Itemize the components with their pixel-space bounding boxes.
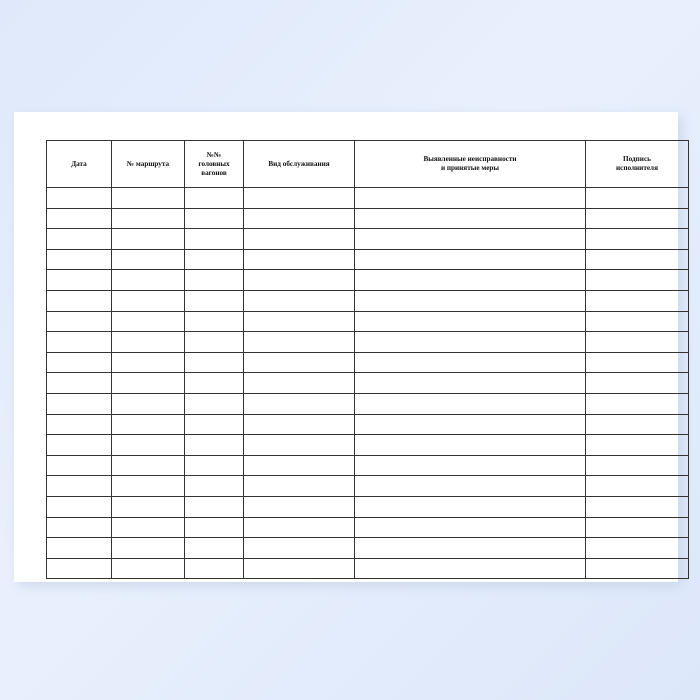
- cell-date[interactable]: [47, 496, 112, 517]
- cell-service[interactable]: [244, 517, 355, 538]
- cell-route[interactable]: [112, 208, 185, 229]
- table-row[interactable]: [47, 249, 689, 270]
- cell-sign[interactable]: [586, 414, 689, 435]
- cell-service[interactable]: [244, 208, 355, 229]
- cell-cars[interactable]: [185, 558, 244, 579]
- journal-table: [46, 140, 689, 579]
- cell-faults[interactable]: [355, 558, 586, 579]
- table-row[interactable]: [47, 229, 689, 250]
- cell-date[interactable]: [47, 455, 112, 476]
- cell-faults[interactable]: [355, 435, 586, 456]
- column-header-faults-line-2: и принятые меры: [440, 164, 500, 172]
- cell-faults[interactable]: [355, 476, 586, 497]
- cell-route[interactable]: [112, 311, 185, 332]
- cell-faults[interactable]: [355, 290, 586, 311]
- cell-cars[interactable]: [185, 270, 244, 291]
- document-page: [14, 112, 678, 582]
- cell-service[interactable]: [244, 188, 355, 209]
- cell-faults[interactable]: [355, 249, 586, 270]
- cell-route[interactable]: [112, 435, 185, 456]
- cell-cars[interactable]: [185, 208, 244, 229]
- cell-date[interactable]: [47, 290, 112, 311]
- cell-service[interactable]: [244, 332, 355, 353]
- cell-sign[interactable]: [586, 538, 689, 559]
- cell-date[interactable]: [47, 332, 112, 353]
- column-header-route-line-1: № маршрута: [126, 159, 170, 168]
- cell-cars[interactable]: [185, 188, 244, 209]
- cell-service[interactable]: [244, 373, 355, 394]
- column-header-date-line-1: Дата: [71, 159, 87, 168]
- cell-service[interactable]: [244, 249, 355, 270]
- cell-sign[interactable]: [586, 393, 689, 414]
- cell-cars[interactable]: [185, 311, 244, 332]
- cell-date[interactable]: [47, 558, 112, 579]
- table-row[interactable]: [47, 538, 689, 559]
- cell-service[interactable]: [244, 393, 355, 414]
- cell-faults[interactable]: [355, 455, 586, 476]
- cell-route[interactable]: [112, 249, 185, 270]
- cell-cars[interactable]: [185, 414, 244, 435]
- cell-cars[interactable]: [185, 249, 244, 270]
- table-row[interactable]: [47, 373, 689, 394]
- table-row[interactable]: [47, 311, 689, 332]
- cell-route[interactable]: [112, 393, 185, 414]
- cell-date[interactable]: [47, 373, 112, 394]
- cell-faults[interactable]: [355, 538, 586, 559]
- column-header-signature: [586, 141, 689, 188]
- column-header-faults-line-1: Выявленные неисправности: [423, 155, 517, 163]
- column-header-faults: [355, 141, 586, 188]
- cell-service[interactable]: [244, 496, 355, 517]
- cell-sign[interactable]: [586, 352, 689, 373]
- cell-service[interactable]: [244, 476, 355, 497]
- column-header-date: [47, 141, 112, 188]
- cell-faults[interactable]: [355, 332, 586, 353]
- cell-sign[interactable]: [586, 558, 689, 579]
- cell-date[interactable]: [47, 311, 112, 332]
- cell-service[interactable]: [244, 538, 355, 559]
- cell-service[interactable]: [244, 290, 355, 311]
- table-row[interactable]: [47, 435, 689, 456]
- cell-date[interactable]: [47, 414, 112, 435]
- cell-date[interactable]: [47, 435, 112, 456]
- cell-date[interactable]: [47, 517, 112, 538]
- cell-date[interactable]: [47, 270, 112, 291]
- cell-route[interactable]: [112, 229, 185, 250]
- table-row[interactable]: [47, 517, 689, 538]
- cell-faults[interactable]: [355, 393, 586, 414]
- cell-date[interactable]: [47, 393, 112, 414]
- cell-date[interactable]: [47, 352, 112, 373]
- cell-route[interactable]: [112, 290, 185, 311]
- cell-sign[interactable]: [586, 208, 689, 229]
- table-row[interactable]: [47, 558, 689, 579]
- header-row: [47, 141, 689, 188]
- cell-cars[interactable]: [185, 476, 244, 497]
- cell-route[interactable]: [112, 352, 185, 373]
- cell-faults[interactable]: [355, 496, 586, 517]
- table-row[interactable]: [47, 393, 689, 414]
- cell-sign[interactable]: [586, 332, 689, 353]
- table-row[interactable]: [47, 476, 689, 497]
- cell-faults[interactable]: [355, 517, 586, 538]
- cell-faults[interactable]: [355, 229, 586, 250]
- cell-sign[interactable]: [586, 270, 689, 291]
- column-header-service: [244, 141, 355, 188]
- table-row[interactable]: [47, 208, 689, 229]
- table-body: [47, 188, 689, 579]
- cell-sign[interactable]: [586, 496, 689, 517]
- cell-date[interactable]: [47, 208, 112, 229]
- table-row[interactable]: [47, 455, 689, 476]
- table-row[interactable]: [47, 290, 689, 311]
- table-header: [47, 141, 689, 188]
- cell-route[interactable]: [112, 496, 185, 517]
- table-row[interactable]: [47, 414, 689, 435]
- cell-route[interactable]: [112, 332, 185, 353]
- cell-cars[interactable]: [185, 332, 244, 353]
- cell-cars[interactable]: [185, 229, 244, 250]
- table-row[interactable]: [47, 270, 689, 291]
- column-header-cars: [185, 141, 244, 188]
- cell-cars[interactable]: [185, 455, 244, 476]
- cell-faults[interactable]: [355, 414, 586, 435]
- column-header-route: [112, 141, 185, 188]
- column-header-cars-line-3: вагонов: [201, 168, 227, 177]
- column-header-signature-line-1: Подпись: [623, 155, 651, 163]
- cell-cars[interactable]: [185, 435, 244, 456]
- cell-sign[interactable]: [586, 476, 689, 497]
- cell-service[interactable]: [244, 558, 355, 579]
- cell-cars[interactable]: [185, 373, 244, 394]
- cell-route[interactable]: [112, 558, 185, 579]
- cell-route[interactable]: [112, 414, 185, 435]
- cell-service[interactable]: [244, 229, 355, 250]
- cell-cars[interactable]: [185, 393, 244, 414]
- cell-service[interactable]: [244, 352, 355, 373]
- table-row[interactable]: [47, 496, 689, 517]
- column-header-cars-line-2: головных: [198, 159, 230, 168]
- column-header-cars-line-1: №№: [206, 150, 222, 159]
- cell-service[interactable]: [244, 270, 355, 291]
- cell-service[interactable]: [244, 414, 355, 435]
- table-row[interactable]: [47, 332, 689, 353]
- cell-cars[interactable]: [185, 517, 244, 538]
- cell-sign[interactable]: [586, 517, 689, 538]
- cell-cars[interactable]: [185, 290, 244, 311]
- cell-cars[interactable]: [185, 352, 244, 373]
- cell-route[interactable]: [112, 476, 185, 497]
- cell-faults[interactable]: [355, 188, 586, 209]
- cell-faults[interactable]: [355, 208, 586, 229]
- cell-sign[interactable]: [586, 188, 689, 209]
- cell-sign[interactable]: [586, 249, 689, 270]
- cell-date[interactable]: [47, 229, 112, 250]
- table-row[interactable]: [47, 352, 689, 373]
- cell-faults[interactable]: [355, 270, 586, 291]
- column-header-service-line-1: Вид обслуживания: [268, 159, 330, 168]
- cell-sign[interactable]: [586, 290, 689, 311]
- column-header-signature-line-2: исполнителя: [616, 164, 658, 172]
- cell-cars[interactable]: [185, 538, 244, 559]
- cell-service[interactable]: [244, 455, 355, 476]
- cell-date[interactable]: [47, 249, 112, 270]
- cell-route[interactable]: [112, 538, 185, 559]
- cell-route[interactable]: [112, 455, 185, 476]
- cell-faults[interactable]: [355, 373, 586, 394]
- cell-faults[interactable]: [355, 311, 586, 332]
- cell-sign[interactable]: [586, 455, 689, 476]
- cell-service[interactable]: [244, 435, 355, 456]
- cell-sign[interactable]: [586, 229, 689, 250]
- cell-sign[interactable]: [586, 373, 689, 394]
- cell-route[interactable]: [112, 270, 185, 291]
- cell-route[interactable]: [112, 517, 185, 538]
- cell-sign[interactable]: [586, 435, 689, 456]
- cell-sign[interactable]: [586, 311, 689, 332]
- cell-route[interactable]: [112, 373, 185, 394]
- cell-cars[interactable]: [185, 496, 244, 517]
- cell-date[interactable]: [47, 476, 112, 497]
- cell-route[interactable]: [112, 188, 185, 209]
- cell-service[interactable]: [244, 311, 355, 332]
- cell-date[interactable]: [47, 188, 112, 209]
- table-row[interactable]: [47, 188, 689, 209]
- cell-faults[interactable]: [355, 352, 586, 373]
- cell-date[interactable]: [47, 538, 112, 559]
